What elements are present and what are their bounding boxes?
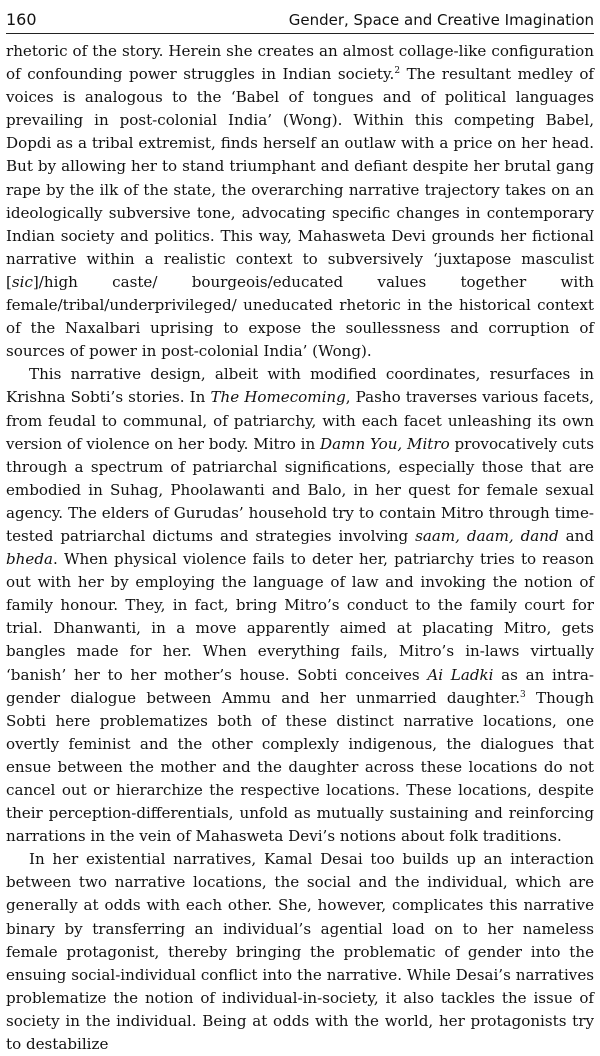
book-title: Gender, Space and Creative Imagination — [288, 11, 594, 29]
paragraph-3 — [6, 848, 594, 1056]
text-run: as an intra-gender dialogue between Ammu and her unmarried daughter. — [6, 665, 594, 707]
italic-title-damn-you-mitro: Damn You, Mitro — [320, 434, 450, 453]
italic-title-the-homecoming: The Homecoming — [210, 388, 346, 407]
footnote-marker-2: 2 — [394, 66, 401, 77]
text-run: The resultant medley of voices is analogous to the ‘Babel of tongues and of political languages prevailing in post-colonial India’ (Wong). Within this competing Babel, Dopdi as a tribal extremist, finds herself an outlaw with a price on her head. But by allowing her to stand triumphant and defiant despite her brutal gang rape by the ilk of the state, the overarching narrative trajectory takes on an ideologically subversive tone, advocating specific changes in contemporary Indian society and politics. This way, Mahasweta Devi grounds her fictional narrative within a realistic context to subversively ‘juxtapose masculist [ — [6, 65, 595, 291]
text-run: rhetoric of the story. Herein she creates an almost collage-like configuration of confounding power struggles in Indian society. — [6, 42, 594, 84]
italic-term-sic: sic — [11, 272, 33, 291]
running-head — [6, 0, 594, 34]
italic-term-saam-daam-dand: saam, daam, dand — [415, 526, 559, 545]
text-run: . When physical violence fails to deter her, patriarchy tries to reason out with her by employing the language of law and invoking the notion of family honour. They, in fact, bring Mitro’s conduct to the family court for trial. Dhanwanti, in a move apparently aimed at placating Mitro, gets bangles made for her. When everything fails, Mitro’s in-laws virtually ‘banish’ her to her mother’s house. Sobti conceives — [6, 550, 594, 684]
text-run: In her existential narratives, Kamal Desai too builds up an interaction between two narrative locations, the social and the individual, which are generally at odds with each other. She, however, complicates this narrative binary by transferring an individual’s agential load on to her nameless female protagonist, thereby bringing the problematic of gender into the ensuing social-individual conflict into the narrative. While Desai’s narratives problematize the notion of individual-in-society, it also tackles the issue of society in the individual. Being at odds with the world, her protagonists try to destabilize — [6, 850, 594, 1054]
text-run: Though Sobti here problematizes both of these distinct narrative locations, one overtly feminist and the other complexly indigenous, the dialogues that ensue between the mother and the daughter across these locations do not cancel out or hierarchize the respective locations. These locations, despite their perception-differentials, unfold as mutually sustaining and reinforcing narrations in the vein of Mahasweta Devi’s notions about folk traditions. — [6, 688, 594, 846]
text-run: and — [558, 526, 595, 545]
italic-term-bheda: bheda — [6, 550, 53, 569]
text-run: provocatively cuts through a spectrum of patriarchal significations, especially those that are embodied in Suhag, Phoolawanti and Balo, in her quest for female sexual agency. The elders of Gurudas’ household try to contain Mitro through time-tested patriarchal dictums and strategies involving — [6, 434, 594, 545]
text-run: ]/high caste/ bourgeois/educated values together with female/tribal/underprivileged/ uneducated rhetoric in the historical context of the Naxalbari uprising to expose the soullessness and corruption of sources of power in post-colonial India’ (Wong). — [6, 272, 594, 361]
paragraph-2 — [6, 363, 594, 848]
text-run: This narrative design, albeit with modified coordinates, resurfaces in Krishna Sobti’s stories. In — [6, 365, 594, 407]
text-run: , Pasho traverses various facets, from feudal to communal, of patriarchy, with each facet unleashing its own version of violence on her body. Mitro in — [6, 388, 595, 453]
paragraph-1 — [6, 40, 594, 363]
italic-title-ai-ladki: Ai Ladki — [427, 665, 494, 684]
body-text — [6, 40, 594, 1056]
page-number: 160 — [6, 10, 37, 29]
footnote-marker-3: 3 — [520, 689, 526, 700]
